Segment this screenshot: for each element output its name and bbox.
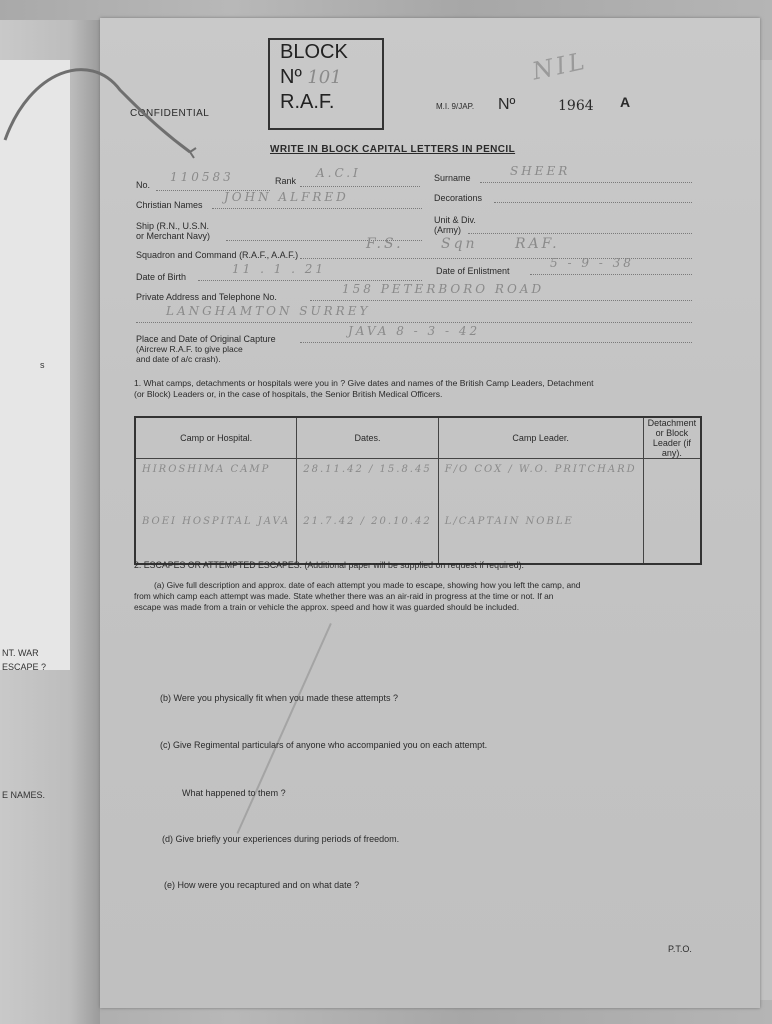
service-no-value: 110583 xyxy=(170,170,234,184)
left-folder-text: ESCAPE ? xyxy=(2,662,47,672)
question-2b: (b) Were you physically fit when you made these attempts ? xyxy=(160,693,398,703)
christian-names-value: JOHN ALFRED xyxy=(224,190,349,204)
date-of-enlistment-label: Date of Enlistment xyxy=(436,266,510,276)
question-2a-line-3: escape was made from a train or vehicle the approx. speed and how it was guarded should be included. xyxy=(134,602,520,612)
address-value-2: LANGHAMTON SURREY xyxy=(166,304,371,318)
table-cell: L/CAPTAIN NOBLE xyxy=(438,511,643,564)
capture-line xyxy=(300,342,692,343)
table-row xyxy=(135,459,701,512)
unit-label-2: (Army) xyxy=(434,225,461,235)
date-of-birth-label: Date of Birth xyxy=(136,272,187,282)
squadron-value: F.S. Sqn RAF. xyxy=(366,236,560,252)
date-of-enlistment-line xyxy=(530,274,692,275)
stamp-line-2: Nº 101 xyxy=(280,66,342,88)
question-1-line-1: 1. What camps, detachments or hospitals were you in ? Give dates and names of the British Camp Leaders, Detachment xyxy=(134,378,594,388)
unit-label-1: Unit & Div. xyxy=(434,215,476,225)
table-cell xyxy=(643,459,701,512)
form-heading: WRITE IN BLOCK CAPITAL LETTERS IN PENCIL xyxy=(270,144,516,155)
table-cell: 21.7.42 / 20.10.42 xyxy=(297,511,438,564)
table-header: Detachment or Block Leader (if any). xyxy=(643,417,701,459)
question-2e: (e) How were you recaptured and on what date ? xyxy=(164,880,360,890)
table-cell: BOEI HOSPITAL JAVA xyxy=(135,511,297,564)
left-folder-text: NT. WAR xyxy=(2,648,39,658)
confidential-label: CONFIDENTIAL xyxy=(130,108,210,119)
decorations-line xyxy=(494,202,692,203)
pencil-stroke xyxy=(236,623,331,834)
table-row xyxy=(135,511,701,564)
capture-label-3: and date of a/c crash). xyxy=(136,354,221,364)
table-cell: F/O COX / W.O. PRITCHARD xyxy=(438,459,643,512)
christian-names-label: Christian Names xyxy=(136,200,203,210)
address-line-1 xyxy=(310,300,692,301)
unit-line xyxy=(468,233,692,234)
ship-label-1: Ship (R.N., U.S.N. xyxy=(136,221,210,231)
address-line-2 xyxy=(136,322,692,323)
date-of-enlistment-value: 5 - 9 - 38 xyxy=(550,256,634,270)
christian-names-line xyxy=(212,208,422,209)
left-folder-text: s xyxy=(40,360,45,370)
table-header: Camp Leader. xyxy=(438,417,643,459)
table-cell xyxy=(643,511,701,564)
table-cell: 28.11.42 / 15.8.45 xyxy=(297,459,438,512)
stamp-number-handwritten: 101 xyxy=(307,67,342,88)
rank-value: A.C.I xyxy=(316,166,361,180)
form-number-label: Nº xyxy=(498,96,516,113)
form-number: 1964 xyxy=(558,98,594,114)
rank-label: Rank xyxy=(275,176,297,186)
stamp-line-3: R.A.F. xyxy=(280,91,335,113)
table-cell: HIROSHIMA CAMP xyxy=(135,459,297,512)
pto-label: P.T.O. xyxy=(668,944,692,954)
question-2c-followup: What happened to them ? xyxy=(182,788,286,798)
question-2a-line-1: (a) Give full description and approx. date of each attempt you made to escape, showing how you left the camp, and xyxy=(154,580,581,590)
nil-handwritten: NIL xyxy=(529,46,590,86)
ship-label-2: or Merchant Navy) xyxy=(136,231,211,241)
question-2d: (d) Give briefly your experiences during periods of freedom. xyxy=(162,834,400,844)
address-value-1: 158 PETERBORO ROAD xyxy=(342,282,545,296)
squadron-label: Squadron and Command (R.A.F., A.A.F.) xyxy=(136,250,299,260)
camps-table xyxy=(134,416,702,565)
question-1-line-2: (or Block) Leaders or, in the case of hospitals, the Senior British Medical Officers. xyxy=(134,389,443,399)
address-label: Private Address and Telephone No. xyxy=(136,292,277,302)
table-header: Camp or Hospital. xyxy=(135,417,297,459)
question-2a-line-2: from which camp each attempt was made. State whether there was an air-raid in progress at the time or not. If an xyxy=(134,591,554,601)
capture-value: JAVA 8 - 3 - 42 xyxy=(348,324,481,338)
question-2c: (c) Give Regimental particulars of anyone who accompanied you on each attempt. xyxy=(160,740,488,750)
left-folder-text: E NAMES. xyxy=(2,790,46,800)
binding-string xyxy=(0,0,772,200)
stamp-line-1: BLOCK xyxy=(280,41,348,63)
decorations-label: Decorations xyxy=(434,193,483,203)
date-of-birth-value: 11 . 1 . 21 xyxy=(232,262,327,276)
question-2-title: 2. ESCAPES OR ATTEMPTED ESCAPES. (Additional paper will be supplied on request if required). xyxy=(134,560,525,570)
form-reference: M.I. 9/JAP. xyxy=(436,102,475,111)
date-of-birth-line xyxy=(198,280,422,281)
capture-label-1: Place and Date of Original Capture xyxy=(136,334,276,344)
service-no-label: No. xyxy=(136,180,151,190)
form-suffix: A xyxy=(620,94,631,110)
surname-label: Surname xyxy=(434,173,471,183)
table-header: Dates. xyxy=(297,417,438,459)
capture-label-2: (Aircrew R.A.F. to give place xyxy=(136,344,243,354)
surname-value: SHEER xyxy=(510,164,571,178)
